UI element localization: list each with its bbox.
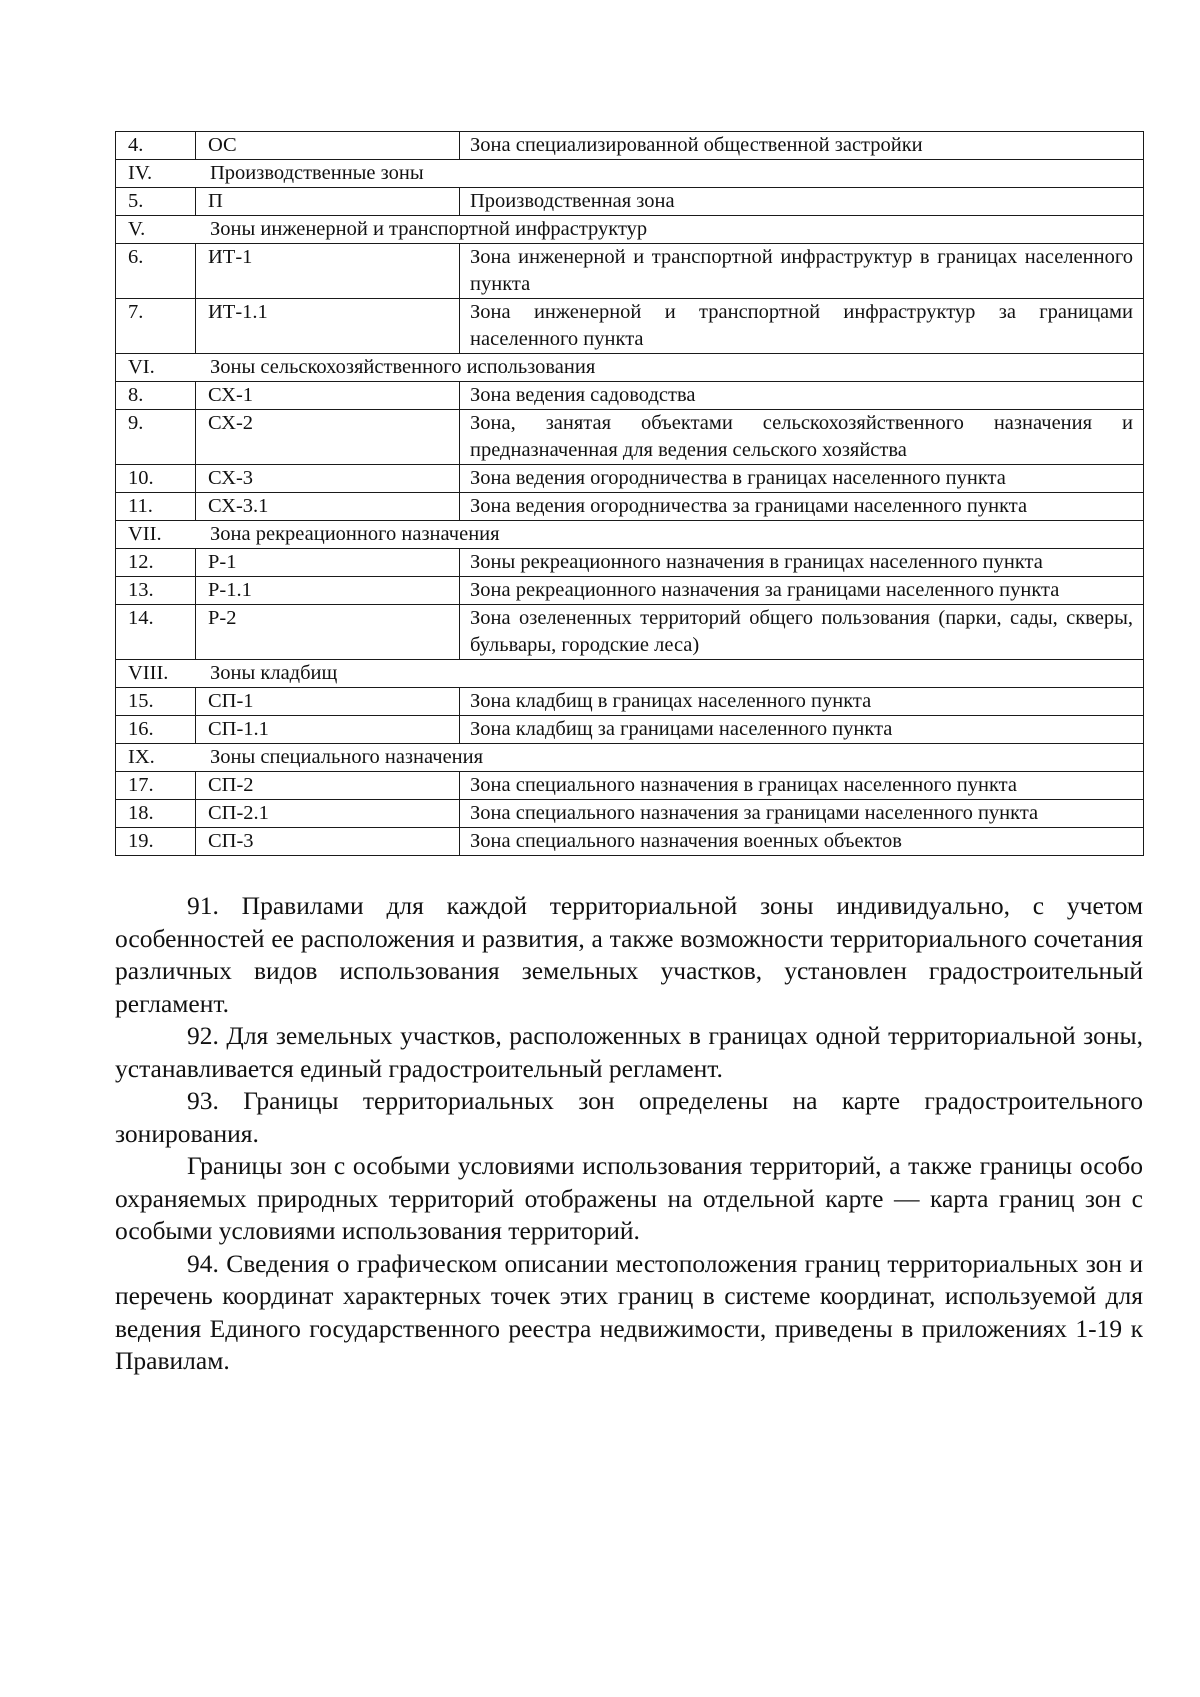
table-row bbox=[116, 605, 1144, 660]
zone-code: СП-1.1 bbox=[196, 716, 460, 744]
section-number: VII. bbox=[128, 523, 162, 545]
table-row bbox=[116, 800, 1144, 828]
section-cell bbox=[116, 216, 1144, 244]
row-number: 12. bbox=[116, 549, 196, 577]
table-row bbox=[116, 188, 1144, 216]
body-text bbox=[115, 890, 1143, 1378]
zone-description: Зона инженерной и транспортной инфраструктур за границами населенного пункта bbox=[460, 299, 1144, 354]
section-row bbox=[116, 744, 1144, 772]
row-number: 7. bbox=[116, 299, 196, 354]
row-number: 17. bbox=[116, 772, 196, 800]
section-cell bbox=[116, 744, 1144, 772]
section-title: Зоны специального назначения bbox=[210, 746, 484, 768]
row-number: 8. bbox=[116, 382, 196, 410]
paragraph: Границы зон с особыми условиями использования территорий, а также границы особо охраняемых природных территорий отображены на отдельной карте — карта границ зон с особыми условиями использования территорий. bbox=[115, 1151, 1143, 1245]
section-number: IV. bbox=[128, 162, 153, 184]
row-number: 10. bbox=[116, 465, 196, 493]
section-number: VIII. bbox=[128, 662, 169, 684]
section-row bbox=[116, 660, 1144, 688]
zones-table-body bbox=[116, 132, 1144, 856]
paragraph: 92. Для земельных участков, расположенных в границах одной территориальной зоны, устанавливается единый градостроительный регламент. bbox=[115, 1021, 1143, 1083]
table-row bbox=[116, 716, 1144, 744]
zone-code: СХ-2 bbox=[196, 410, 460, 465]
zone-description: Зона инженерной и транспортной инфраструктур в границах населенного пункта bbox=[460, 244, 1144, 299]
zone-description: Зона кладбищ за границами населенного пункта bbox=[460, 716, 1144, 744]
zone-description: Зона специального назначения военных объектов bbox=[460, 828, 1144, 856]
zone-code: Р-1.1 bbox=[196, 577, 460, 605]
section-row bbox=[116, 354, 1144, 382]
zone-code: СП-1 bbox=[196, 688, 460, 716]
row-number: 18. bbox=[116, 800, 196, 828]
zone-code: СП-2.1 bbox=[196, 800, 460, 828]
row-number: 9. bbox=[116, 410, 196, 465]
row-number: 4. bbox=[116, 132, 196, 160]
section-title: Производственные зоны bbox=[210, 162, 424, 184]
zone-description: Зона специального назначения в границах населенного пункта bbox=[460, 772, 1144, 800]
row-number: 19. bbox=[116, 828, 196, 856]
zone-code: СП-3 bbox=[196, 828, 460, 856]
table-row bbox=[116, 244, 1144, 299]
zone-code: ОС bbox=[196, 132, 460, 160]
zone-description: Зона кладбищ в границах населенного пункта bbox=[460, 688, 1144, 716]
table-row bbox=[116, 382, 1144, 410]
section-title: Зона рекреационного назначения bbox=[210, 523, 500, 545]
section-row bbox=[116, 160, 1144, 188]
zone-code: СХ-3.1 bbox=[196, 493, 460, 521]
paragraph: 94. Сведения о графическом описании местоположения границ территориальных зон и перечень координат характерных точек этих границ в системе координат, используемой для ведения Единого государственного реестра недвижимости, приведены в приложениях 1-19 к Правилам. bbox=[115, 1248, 1143, 1375]
zones-table bbox=[115, 131, 1144, 856]
section-title: Зоны кладбищ bbox=[210, 662, 338, 684]
zone-description: Зона, занятая объектами сельскохозяйственного назначения и предназначенная для ведения сельского хозяйства bbox=[460, 410, 1144, 465]
section-cell bbox=[116, 354, 1144, 382]
zone-description: Зона специального назначения за границами населенного пункта bbox=[460, 800, 1144, 828]
section-number: V. bbox=[128, 218, 146, 240]
table-row bbox=[116, 132, 1144, 160]
row-number: 5. bbox=[116, 188, 196, 216]
paragraph: 91. Правилами для каждой территориальной зоны индивидуально, с учетом особенностей ее расположения и развития, а также возможности территориального сочетания различных видов использования земельных участков, установлен градостроительный регламент. bbox=[115, 891, 1143, 1018]
zone-code: СХ-3 bbox=[196, 465, 460, 493]
zone-code: Р-2 bbox=[196, 605, 460, 660]
row-number: 13. bbox=[116, 577, 196, 605]
section-number: IX. bbox=[128, 746, 155, 768]
table-row bbox=[116, 410, 1144, 465]
table-row bbox=[116, 828, 1144, 856]
row-number: 14. bbox=[116, 605, 196, 660]
zone-description: Зоны рекреационного назначения в границах населенного пункта bbox=[460, 549, 1144, 577]
zone-description: Зона ведения огородничества за границами населенного пункта bbox=[460, 493, 1144, 521]
section-cell bbox=[116, 160, 1144, 188]
row-number: 16. bbox=[116, 716, 196, 744]
zone-code: ИТ-1 bbox=[196, 244, 460, 299]
zone-code: СП-2 bbox=[196, 772, 460, 800]
section-cell bbox=[116, 521, 1144, 549]
table-row bbox=[116, 549, 1144, 577]
section-number: VI. bbox=[128, 356, 155, 378]
row-number: 15. bbox=[116, 688, 196, 716]
row-number: 11. bbox=[116, 493, 196, 521]
table-row bbox=[116, 465, 1144, 493]
table-row bbox=[116, 688, 1144, 716]
zone-description: Зона рекреационного назначения за границами населенного пункта bbox=[460, 577, 1144, 605]
table-row bbox=[116, 577, 1144, 605]
section-title: Зоны инженерной и транспортной инфраструктур bbox=[210, 218, 648, 240]
document-page bbox=[115, 131, 1143, 1378]
table-row bbox=[116, 772, 1144, 800]
zone-code: Р-1 bbox=[196, 549, 460, 577]
zone-code: П bbox=[196, 188, 460, 216]
section-row bbox=[116, 216, 1144, 244]
paragraph: 93. Границы территориальных зон определены на карте градостроительного зонирования. bbox=[115, 1086, 1143, 1148]
zone-description: Производственная зона bbox=[460, 188, 1144, 216]
zone-code: СХ-1 bbox=[196, 382, 460, 410]
zone-description: Зона озелененных территорий общего пользования (парки, сады, скверы, бульвары, городские леса) bbox=[460, 605, 1144, 660]
section-title: Зоны сельскохозяйственного использования bbox=[210, 356, 596, 378]
zone-description: Зона ведения садоводства bbox=[460, 382, 1144, 410]
table-row bbox=[116, 299, 1144, 354]
zone-description: Зона ведения огородничества в границах населенного пункта bbox=[460, 465, 1144, 493]
zone-description: Зона специализированной общественной застройки bbox=[460, 132, 1144, 160]
row-number: 6. bbox=[116, 244, 196, 299]
section-row bbox=[116, 521, 1144, 549]
zone-code: ИТ-1.1 bbox=[196, 299, 460, 354]
section-cell bbox=[116, 660, 1144, 688]
table-row bbox=[116, 493, 1144, 521]
